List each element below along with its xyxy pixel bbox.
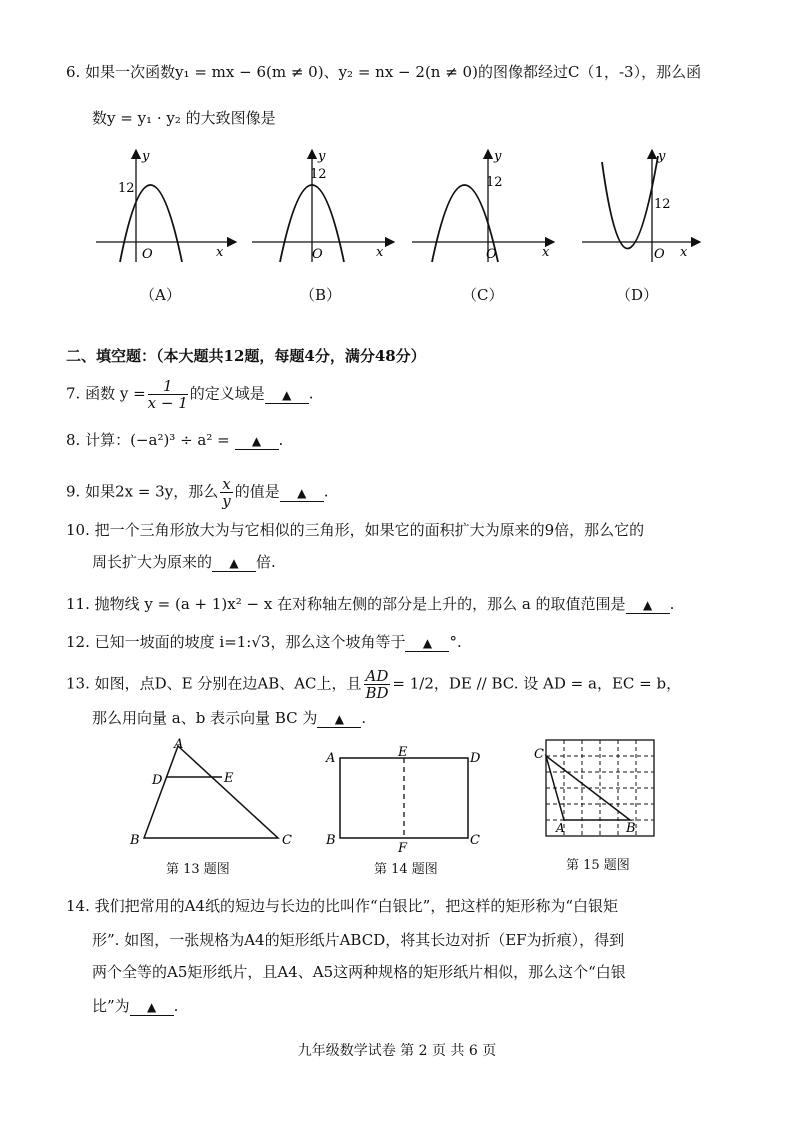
q11-answer-blank[interactable]: ▲ bbox=[626, 597, 670, 614]
q14-line3: 两个全等的A5矩形纸片，且A4、A5这两种规格的矩形纸片相似，那么这个“白银 bbox=[92, 963, 626, 981]
option-b-label: （B） bbox=[300, 286, 342, 304]
figure-13-triangle bbox=[124, 736, 304, 852]
q7-post: 的定义域是 bbox=[189, 384, 265, 403]
q13-den: BD bbox=[365, 684, 389, 702]
graph-b-intercept: 12 bbox=[310, 167, 327, 182]
fig13-label-d: D bbox=[152, 773, 163, 788]
q13-line1 bbox=[66, 668, 681, 701]
option-c-label: （C） bbox=[462, 286, 504, 304]
q13-line1-post: = 1/2，DE // BC. 设 AD = a，EC = b， bbox=[392, 674, 682, 693]
graph-b-x-label: x bbox=[376, 245, 384, 260]
fig15-label-c: C bbox=[534, 747, 544, 762]
graph-b bbox=[250, 148, 400, 268]
q10-answer-blank[interactable]: ▲ bbox=[212, 555, 256, 572]
figure-14-rectangle bbox=[322, 744, 492, 854]
graph-d-y-label: y bbox=[658, 149, 666, 164]
q6-line1: 6. 如果一次函数y₁ = mx − 6(m ≠ 0)、y₂ = nx − 2(n ≠ 0)的图像都经过C（1，-3），那么函 bbox=[66, 63, 702, 81]
q7-answer-blank[interactable]: ▲ bbox=[265, 387, 309, 404]
graph-a bbox=[92, 148, 242, 268]
option-a-label: （A） bbox=[140, 286, 181, 304]
q14-line1: 14. 我们把常用的A4纸的短边与长边的比叫作“白银比”，把这样的矩形称为“白银矩 bbox=[66, 897, 619, 915]
graph-a-y-label: y bbox=[142, 149, 150, 164]
q9-pre: 9. 如果2x = 3y，那么 bbox=[66, 482, 219, 501]
q9-post: 的值是 bbox=[234, 482, 280, 501]
triangle-abc bbox=[144, 746, 278, 838]
q14-answer-blank[interactable]: ▲ bbox=[130, 999, 174, 1016]
q14-line4-pre: 比”为 bbox=[92, 997, 130, 1015]
q13-line1-pre: 13. 如图，点D、E 分别在边AB、AC上，且 bbox=[66, 674, 362, 693]
fig14-label-b: B bbox=[326, 833, 336, 848]
fig14-label-a: A bbox=[326, 751, 336, 766]
q7-num: 1 bbox=[148, 378, 188, 395]
q10-line2 bbox=[92, 552, 276, 572]
fig14-label-c: C bbox=[470, 833, 480, 848]
q14-line2: 形”. 如图，一张规格为A4的矩形纸片ABCD，将其长边对折（EF为折痕），得到 bbox=[92, 931, 625, 949]
fig15-label-b: B bbox=[626, 821, 636, 836]
fig13-label-b: B bbox=[130, 833, 140, 848]
graph-c-intercept: 12 bbox=[486, 175, 503, 190]
graph-d bbox=[580, 148, 730, 268]
figure-15-grid bbox=[530, 736, 660, 846]
q8-answer-blank[interactable]: ▲ bbox=[235, 433, 279, 450]
page-footer: 九年级数学试卷 第 2 页 共 6 页 bbox=[297, 1043, 497, 1059]
q11: 11. 抛物线 y = (a + 1)x² − x 在对称轴左侧的部分是上升的，那么 a 的取值范围是 ▲ . bbox=[66, 595, 675, 613]
fig13-label-a: A bbox=[174, 737, 184, 752]
q8-pre: 8. 计算：(−a²)³ ÷ a² = bbox=[66, 431, 230, 449]
fig13-label-e: E bbox=[224, 771, 234, 786]
fig15-caption: 第 15 题图 bbox=[566, 858, 630, 873]
graph-a-intercept: 12 bbox=[118, 181, 135, 196]
graph-a-x-label: x bbox=[216, 245, 224, 260]
graph-d-x-label: x bbox=[680, 245, 688, 260]
q13-fraction bbox=[364, 668, 391, 701]
graph-a-origin: O bbox=[142, 247, 153, 262]
q9-answer-blank[interactable]: ▲ bbox=[280, 485, 324, 502]
graph-c-x-label: x bbox=[542, 245, 550, 260]
q12-pre: 12. 已知一坡面的坡度 i=1:√3，那么这个坡角等于 bbox=[66, 633, 406, 651]
q10-line2-post: 倍. bbox=[256, 553, 276, 571]
q7: 7. 函数 y = $\frac{1}{x - 1}$ 的定义域是 ▲ . bbox=[66, 377, 314, 412]
section-2-heading: 二、填空题：（本大题共12题，每题4分，满分48分） bbox=[66, 347, 426, 365]
q12-answer-blank[interactable]: ▲ bbox=[405, 635, 449, 652]
q11-pre: 11. 抛物线 y = (a + 1)x² − x 在对称轴左侧的部分是上升的，那么 a 的取值范围是 bbox=[66, 595, 626, 613]
fig14-label-f: F bbox=[398, 841, 408, 854]
graph-b-y-label: y bbox=[318, 149, 326, 164]
q7-fraction bbox=[148, 378, 188, 411]
fig14-caption: 第 14 题图 bbox=[374, 862, 438, 877]
q12-post: °. bbox=[449, 633, 462, 651]
q9: 9. 如果2x = 3y，那么 $\frac{x}{y}$ 的值是 ▲ . bbox=[66, 475, 329, 510]
q9-den: y bbox=[222, 492, 231, 510]
q12 bbox=[66, 632, 462, 652]
q9-num: x bbox=[222, 475, 231, 493]
q10-line1: 10. 把一个三角形放大为与它相似的三角形，如果它的面积扩大为原来的9倍，那么它的 bbox=[66, 521, 645, 539]
q10-line2-pre: 周长扩大为原来的 bbox=[92, 553, 213, 571]
q7-den: x − 1 bbox=[147, 394, 188, 412]
q9-fraction bbox=[220, 476, 232, 509]
fig13-label-c: C bbox=[282, 833, 292, 848]
option-d-label: （D） bbox=[616, 286, 659, 304]
graph-b-origin: O bbox=[312, 247, 323, 262]
graph-d-origin: O bbox=[654, 247, 665, 262]
q8: 8. 计算：(−a²)³ ÷ a² = ▲ . bbox=[66, 431, 284, 449]
q13-line2-pre: 那么用向量 a、b 表示向量 BC 为 bbox=[92, 709, 318, 727]
fig14-label-e: E bbox=[398, 745, 408, 760]
q6-line2: 数y = y₁ · y₂ 的大致图像是 bbox=[92, 109, 276, 127]
fig15-label-a: A bbox=[556, 821, 565, 835]
q13-num: AD bbox=[365, 667, 389, 685]
graph-c-origin: O bbox=[486, 247, 497, 262]
fig14-label-d: D bbox=[470, 751, 481, 766]
q14-line4: 比”为 ▲ . bbox=[92, 997, 179, 1015]
graph-c-y-label: y bbox=[494, 149, 502, 164]
graph-c bbox=[410, 148, 560, 268]
q13-answer-blank[interactable]: ▲ bbox=[317, 711, 361, 728]
q7-pre: 7. 函数 y = bbox=[66, 384, 146, 403]
graph-d-parabola bbox=[602, 156, 658, 249]
graph-d-intercept: 12 bbox=[654, 197, 671, 212]
q13-line2: 那么用向量 a、b 表示向量 BC 为 ▲ . bbox=[92, 709, 367, 727]
fig13-caption: 第 13 题图 bbox=[166, 862, 230, 877]
